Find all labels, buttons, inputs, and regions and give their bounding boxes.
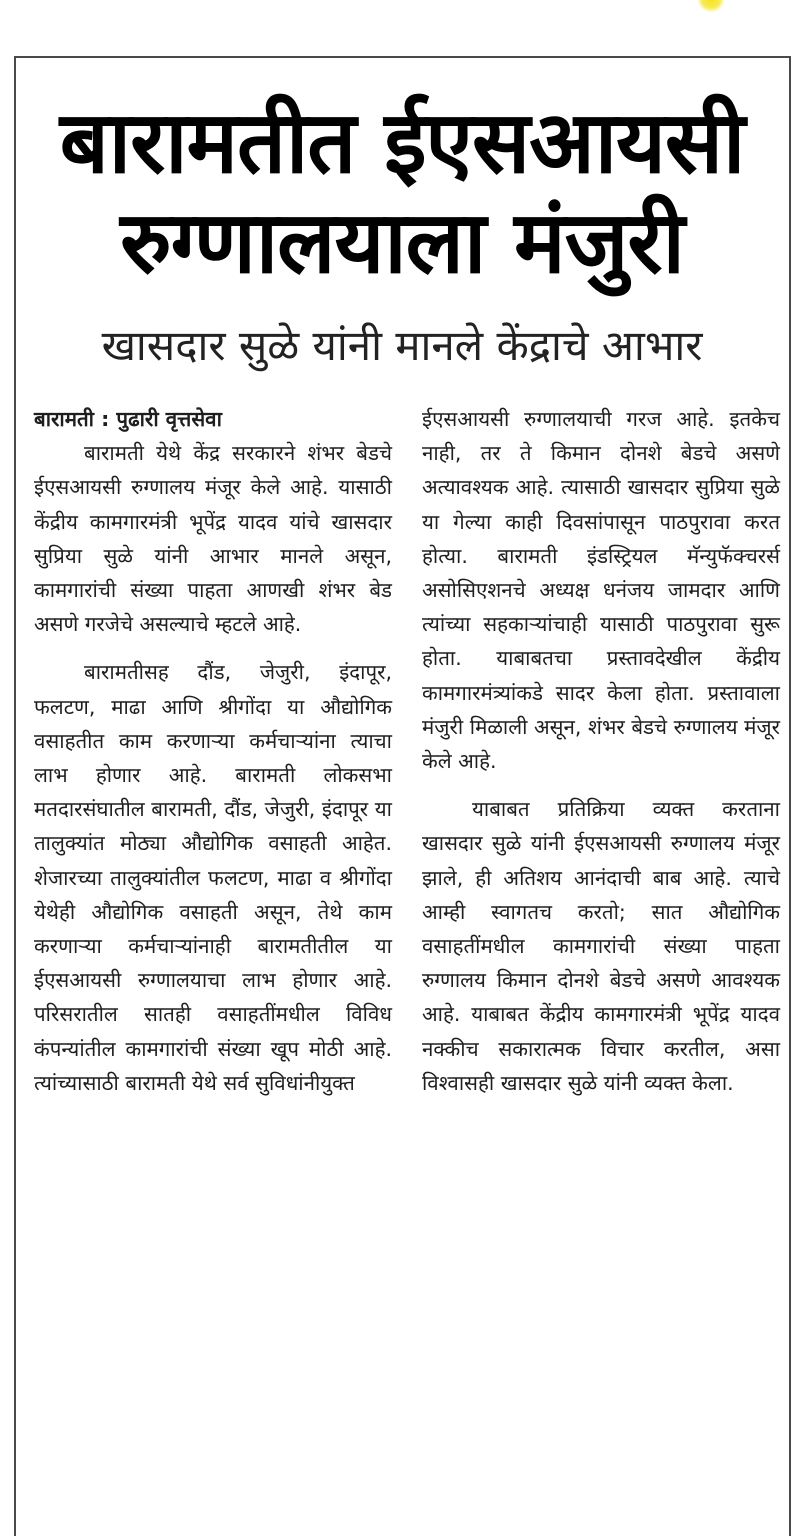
headline-line-2: रुग्णालयाला मंजुरी	[120, 193, 684, 293]
paragraph-left-2: बारामतीसह दौंड, जेजुरी, इंदापूर, फलटण, माढा आणि श्रीगोंदा या औद्योगिक वसाहतीत काम करणाऱ्या कर्मचाऱ्यांना त्याचा लाभ होणार आहे. बारामती लोकसभा मतदारसंघातील बारामती, दौंड, जेजुरी, इंदापूर या तालुक्यांत मोठ्या औद्योगिक वसाहती आहेत. शेजारच्या तालुक्यांतील फलटण, माढा व श्रीगोंदा येथेही औद्योगिक वसाहती असून, तेथे काम करणाऱ्या कर्मचाऱ्यांनाही बारामतीतील या ईएसआयसी रुग्णालयाचा लाभ होणार आहे. परिसरातील सातही वसाहतींमधील विविध कंपन्यांतील कामगारांची संख्या खूप मोठी आहे. त्यांच्यासाठी बारामती येथे सर्व सुविधांनीयुक्त	[34, 660, 392, 1095]
paragraph-right-1: ईएसआयसी रुग्णालयाची गरज आहे. इतकेच नाही, तर ते किमान दोनशे बेडचे असणे अत्यावश्यक आहे. त्यासाठी खासदार सुप्रिया सुळे या गेल्या काही दिवसांपासून पाठपुरावा करत होत्या. बारामती इंडस्ट्रियल मॅन्युफॅक्चरर्स असोसिएशनचे अध्यक्ष धनंजय जामदार आणि त्यांच्या सहकाऱ्यांचाही यासाठी पाठपुरावा सुरू होता. याबाबतचा प्रस्तावदेखील केंद्रीय कामगारमंत्र्यांकडे सादर केला होता. प्रस्तावाला मंजुरी मिळाली असून, शंभर बेडचे रुग्णालय मंजूर केले आहे.	[422, 407, 780, 774]
article-column-right	[422, 402, 780, 1100]
dateline: बारामती : पुढारी वृत्तसेवा	[34, 407, 222, 431]
paragraph-right-2: याबाबत प्रतिक्रिया व्यक्त करताना खासदार सुळे यांनी ईएसआयसी रुग्णालय मंजूर झाले, ही अतिशय आनंदाची बाब आहे. त्याचे आम्ही स्वागतच करतो; सात औद्योगिक वसाहतींमधील कामगारांची संख्या पाहता रुग्णालय किमान दोनशे बेडचे असणे आवश्यक आहे. याबाबत केंद्रीय कामगारमंत्री भूपेंद्र यादव नक्कीच सकारात्मक विचार करतील, असा विश्वासही खासदार सुळे यांनी व्यक्त केला.	[422, 797, 780, 1095]
subheadline: खासदार सुळे यांनी मानले केंद्राचे आभार	[101, 321, 703, 370]
yellow-marker-decoration	[698, 0, 724, 12]
paragraph-left-1: बारामती येथे केंद्र सरकारने शंभर बेडचे ईएसआयसी रुग्णालय मंजूर केले आहे. यासाठी केंद्रीय कामगारमंत्री भूपेंद्र यादव यांचे खासदार सुप्रिया सुळे यांनी आभार मानले असून, कामगारांची संख्या पाहता आणखी शंभर बेड असणे गरजेचे असल्याचे म्हटले आहे.	[34, 441, 392, 637]
article-column-left	[34, 402, 392, 1100]
headline-line-1: बारामतीत ईएसआयसी	[59, 93, 745, 193]
